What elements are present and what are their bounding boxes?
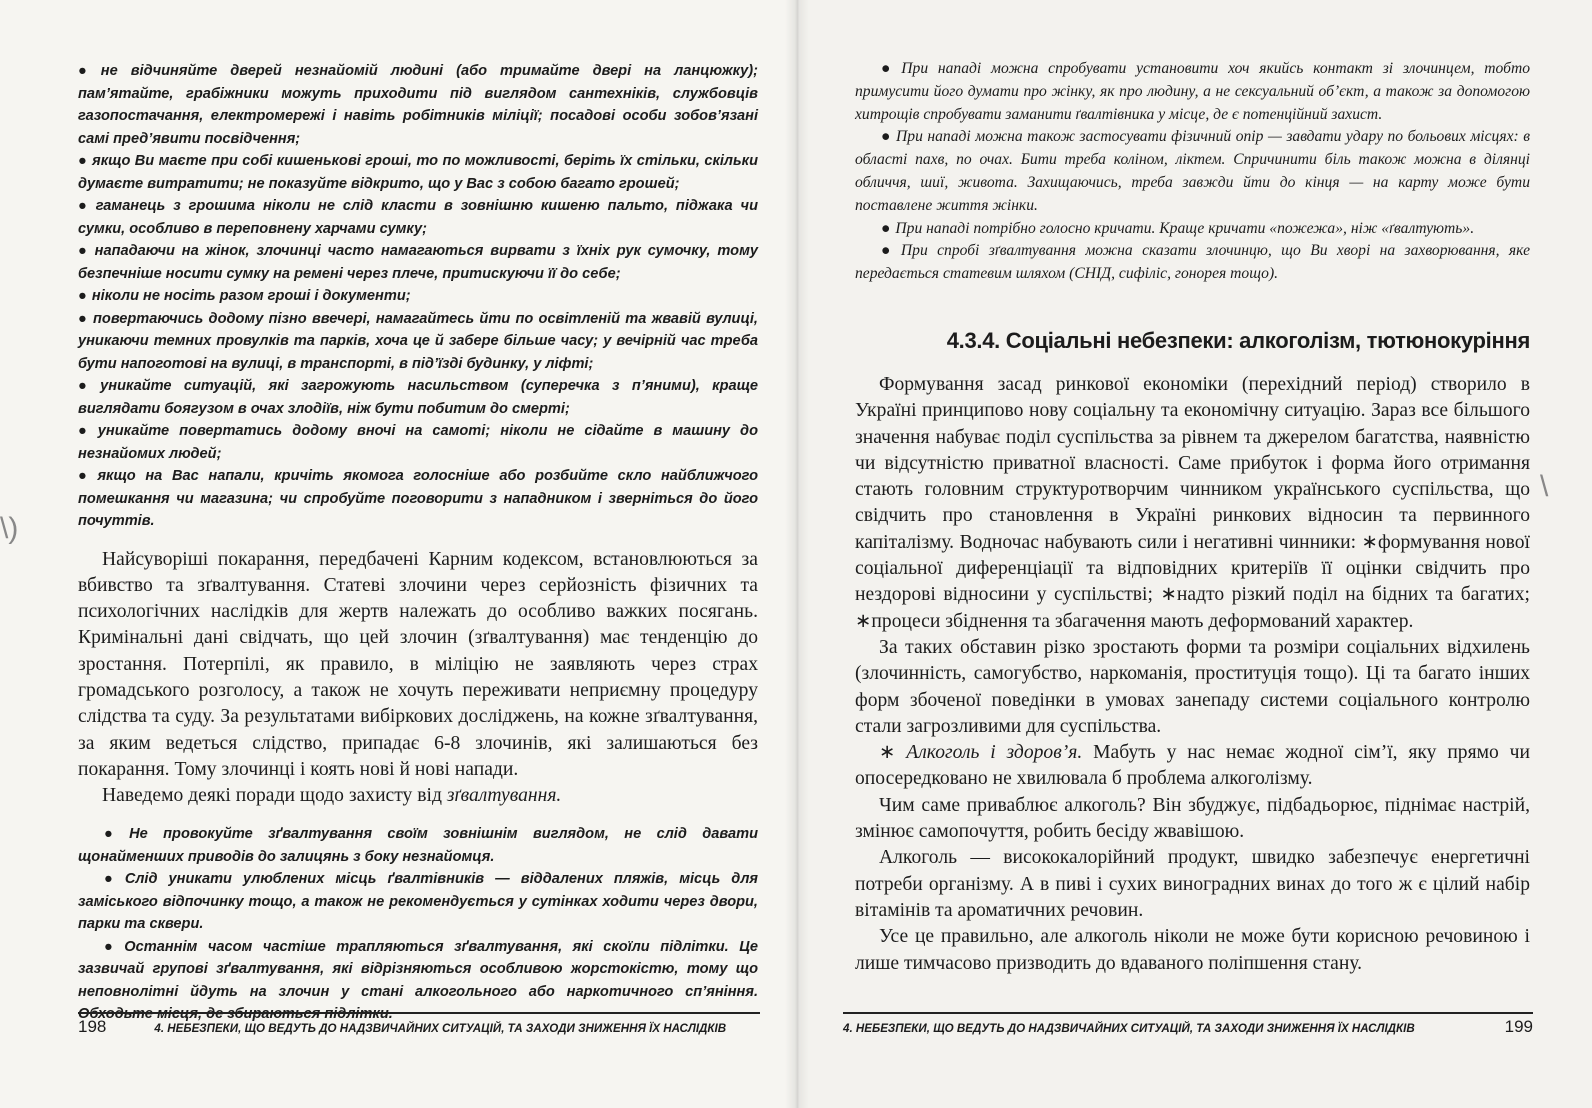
bullet-dot-icon: ● (78, 310, 88, 327)
bullet-dot-icon: ● (104, 826, 125, 843)
book-gutter (785, 0, 809, 1108)
bullet-item: ● При нападі потрібно голосно кричати. Краще кричати «пожежа», ніж «ґвалтують». (881, 219, 1475, 237)
bullet-item: ● Останнім часом частіше трапляються зґвалтування, які скоїли підлітки. Це зазвичай групові зґвалтування, які відрізняються особливою жорстокістю, тому що неповнолітні йдуть на злочин у стані алкогольного або наркотичного сп’яніння. Обходьте місця, де збираються підлітки. (78, 938, 758, 1023)
bullet-item: ● Не провокуйте зґвалтування своїм зовнішнім виглядом, не слід давати щонайменших приводів до залицянь з боку незнайомця. (78, 826, 758, 865)
running-footer: 4. НЕБЕЗПЕКИ, ЩО ВЕДУТЬ ДО НАДЗВИЧАЙНИХ СИТУАЦІЙ, ТА ЗАХОДИ ЗНИЖЕННЯ ЇХ НАСЛІДКІВ (154, 1022, 727, 1035)
bullet-dot-icon: ● (881, 219, 891, 237)
bullet-item: ● якщо на Вас напали, кричіть якомога голосніше або розбийте скло найближчого помешкання чи магазина; чи спробуйте поговорити з нападником і зверніться до його почуттів. (78, 468, 758, 529)
bullet-item: ● ніколи не носіть разом гроші і документи; (78, 288, 411, 304)
bullet-item: ● Слід уникати улюблених місць ґвалтівників — віддалених пляжів, місць для заміського відпочинку тощо, а також не рекомендується у сутінках ходити через двори, парки та сквери. (78, 871, 758, 933)
bullet-dot-icon: ● (104, 871, 120, 888)
bullet-dot-icon: ● (104, 938, 120, 955)
bullet-dot-icon: ● (78, 378, 96, 394)
bullet-item: ● При нападі можна спробувати установити хоч якийсь контакт зі злочинцем, тобто примусити його думати про жінку, як про людину, а не сексуальний об’єкт, а також за допомогою хитрощів спробувати заманити ґвалтівника у місце, де є потенційний захист. (855, 60, 1530, 123)
body-paragraph: Найсуворіші покарання, передбачені Карним кодексом, встановлюються за вбивство та зґвалтування. Статеві злочини через серйозність фізичних та психологічних наслідків для жертв належать до особливо важких посягань. Кримінальні дані свідчать, що цей злочин (зґвалтування) має тенденцію до зростання. Потерпілі, як правило, в міліцію не заявляють через страх громадського розголосу, а також не хочуть переживати неприємну процедуру слідства та суду. За результатами вибіркових досліджень, на кожне зґвалтування, за яким ведеться слідство, припадає 6-8 злочинів, які залишаються без покарання. Тому злочинці і коять нові й нові напади. (78, 548, 758, 780)
body-paragraph: Формування засад ринкової економіки (перехідний період) створило в Україні принципово нову соціальну та економічну ситуацію. Зараз все більшого значення набуває поділ суспільства за рівнем та джерелом багатства, наявністю чи відсутністю приватної власності. Саме прибуток і форма його отримання стають головним структуротворчим чинником українського суспільства, що свідчить про становлення в Україні ринкових відносин та первинного капіталізму. Водночас набувають сили і негативні чинники: ∗формування нової соціальної диференціації та відповідних критеріїв її оцінки свідчить про нездорові відносини у суспільстві; ∗надто різкий поділ на бідних та багатих; ∗процеси збіднення та збагачення мають деформований характер. (855, 373, 1530, 632)
bullet-dot-icon: ● (78, 423, 93, 439)
left-column (78, 60, 758, 1026)
body-paragraph: Чим саме приваблює алкоголь? Він збуджує, підбадьорює, піднімає настрій, змінює самопочуття, робить бесіду жвавішою. (855, 794, 1530, 843)
pencil-mark: \ (1540, 470, 1549, 503)
bullet-item: ● уникайте ситуацій, які загрожують насильством (суперечка з п’яними), краще виглядати боягузом в очах злодіїв, ніж бути побитим до смерті; (78, 378, 758, 417)
body-paragraph: Наведемо деякі поради щодо захисту від зґвалтування. (102, 785, 562, 807)
pencil-mark: \) (0, 512, 19, 545)
page-footer (843, 1012, 1533, 1037)
bullet-item: ● не відчиняйте дверей незнайомій людині (або тримайте двері на ланцюжку); пам’ятайте, грабіжники можуть приходити під виглядом сантехніків, службовців газопостачання, електромережі і навіть робітників міліції; посадові особи зобов’язані самі пред’явити посвідчення; (78, 63, 758, 147)
bullet-dot-icon: ● (78, 468, 93, 484)
bullet-item: ● повертаючись додому пізно ввечері, намагайтесь йти по освітленій та жвавій вулиці, уникаючи темних провулків та парків, хоча це й забере більше часу; у вечірній час треба бути напоготові на вулиці, в транспорті, в під’їзді будинку, у ліфті; (78, 310, 758, 372)
bullet-item: ● якщо Ви маєте при собі кишенькові гроші, то по можливості, беріть їх стільки, скільки думаєте витратити; не показуйте відкрито, що у Вас з собою багато грошей; (78, 153, 758, 192)
bullet-dot-icon: ● (881, 60, 897, 77)
body-paragraph: ∗ Алкоголь і здоров’я. Мабуть у нас немає жодної сім’ї, яку прямо чи опосередковано не хвилювала б проблема алкоголізму. (855, 742, 1530, 790)
bullet-dot-icon: ● (78, 243, 90, 259)
bullet-dot-icon: ● (78, 198, 91, 214)
page-footer (78, 1012, 760, 1037)
bullet-item: ● При нападі можна також застосувати фізичний опір — завдати удару по больових місцях: в області пахв, по очах. Бити треба коліном, ліктем. Спричинити біль також можна в ділянці обличчя, шиї, живота. Захищаючись, треба завжди йти до кінця — на карту може бути поставлене життя жінки. (855, 128, 1530, 214)
bullet-dot-icon: ● (881, 128, 892, 146)
running-footer: 4. НЕБЕЗПЕКИ, ЩО ВЕДУТЬ ДО НАДЗВИЧАЙНИХ СИТУАЦІЙ, ТА ЗАХОДИ ЗНИЖЕННЯ ЇХ НАСЛІДКІВ (843, 1022, 1415, 1035)
section-heading: 4.3.4. Соціальні небезпеки: алкоголізм, тютюнокуріння (946, 327, 1530, 353)
bullet-item: ● нападаючи на жінок, злочинці часто намагаються вирвати з їхніх рук сумочку, тому безпечніше носити сумку на ремені через плече, притискуючи її до себе; (78, 243, 758, 282)
bullet-item: ● гаманець з грошима ніколи не слід класти в зовнішню кишеню пальто, піджака чи сумки, особливо в переповнену харчами сумку; (78, 198, 758, 237)
page-number: 198 (78, 1017, 107, 1036)
page-number: 199 (1504, 1017, 1533, 1036)
bullet-item: ● При спробі зґвалтування можна сказати злочинцю, що Ви хворі на захворювання, яке передається статевим шляхом (СНІД, сифіліс, гонорея тощо). (855, 242, 1530, 283)
right-column (855, 58, 1530, 977)
bullet-dot-icon: ● (78, 153, 88, 169)
body-paragraph: За таких обставин різко зростають форми та розміри соціальних відхилень (злочинність, самогубство, наркоманія, проституція тощо). Ці та багато інших форм збоченої поведінки в умовах занепаду системи соціального контролю стали загрозливими для суспільства. (855, 636, 1530, 737)
bullet-item: ● уникайте повертатись додому вночі на самоті; ніколи не сідайте в машину до незнайомих людей; (78, 423, 758, 462)
body-paragraph: Усе це правильно, але алкоголь ніколи не може бути корисною речовиною і лише тимчасово призводить до вдаваного поліпшення стану. (855, 926, 1530, 974)
left-page (0, 0, 795, 1108)
body-paragraph: Алкоголь — висококалорійний продукт, швидко забезпечує енергетичні потреби організму. А в пиві і сухих виноградних винах до того ж є цілий набір вітамінів та ароматичних речовин. (855, 847, 1530, 921)
bullet-dot-icon: ● (881, 242, 896, 260)
bullet-dot-icon: ● (78, 288, 87, 304)
bullet-dot-icon: ● (78, 63, 96, 79)
